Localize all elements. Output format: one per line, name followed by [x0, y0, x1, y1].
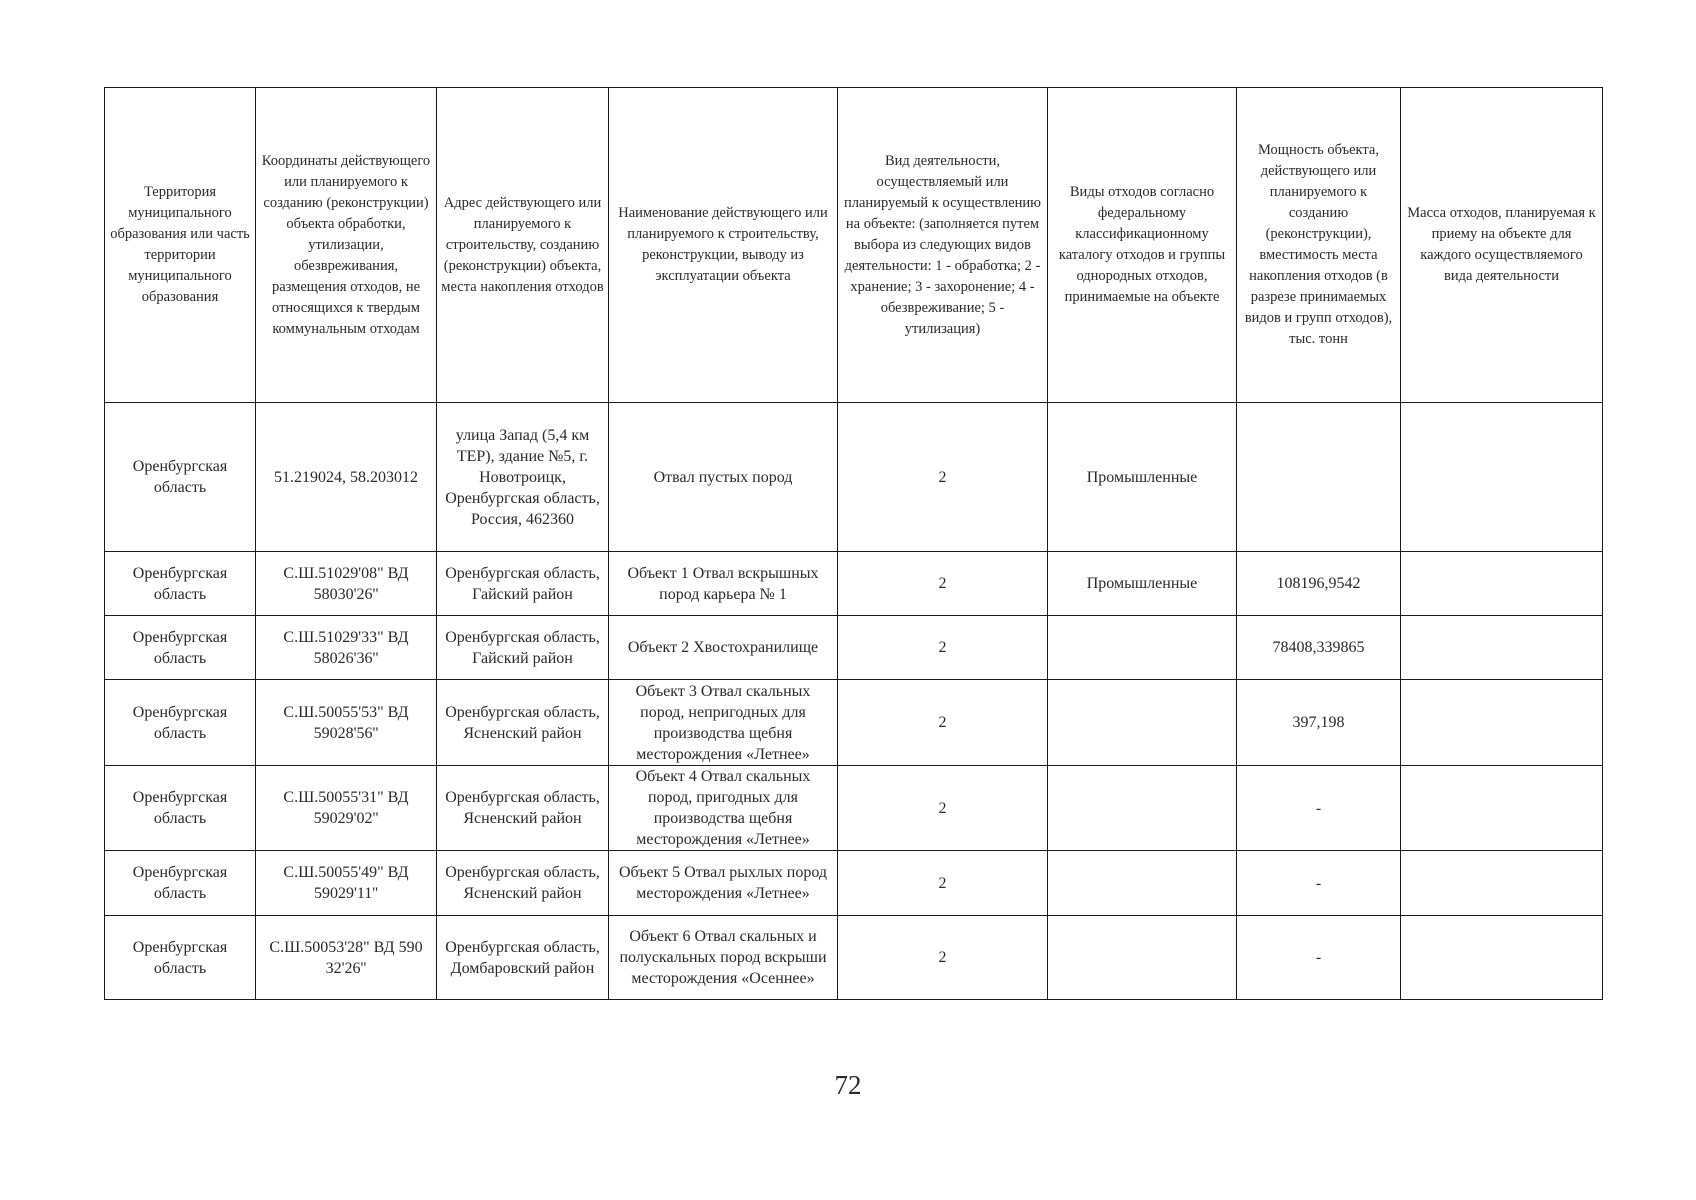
cell-capacity: 78408,339865	[1237, 616, 1401, 680]
header-waste-types: Виды отходов согласно федеральному классификационному каталогу отходов и группы однородных отходов, принимаемые на объекте	[1048, 88, 1237, 403]
cell-activity-type: 2	[838, 616, 1048, 680]
cell-waste-types	[1048, 766, 1237, 851]
cell-activity-type: 2	[838, 916, 1048, 1000]
cell-capacity	[1237, 403, 1401, 552]
cell-address: Оренбургская область, Ясненский район	[437, 766, 609, 851]
cell-capacity: 108196,9542	[1237, 552, 1401, 616]
cell-coordinates: С.Ш.50053'28" ВД 590 32'26''	[256, 916, 437, 1000]
waste-facilities-table	[104, 87, 1603, 1000]
table-header-row	[105, 88, 1603, 403]
cell-object-name: Объект 4 Отвал скальных пород, пригодных для производства щебня месторождения «Летнее»	[609, 766, 838, 851]
header-coordinates: Координаты действующего или планируемого к созданию (реконструкции) объекта обработки, утилизации, обезвреживания, размещения отходов, не относящихся к твердым коммунальным отходам	[256, 88, 437, 403]
cell-activity-type: 2	[838, 552, 1048, 616]
cell-waste-types	[1048, 616, 1237, 680]
cell-waste-mass	[1401, 851, 1603, 916]
table-row	[105, 916, 1603, 1000]
cell-activity-type: 2	[838, 851, 1048, 916]
cell-waste-mass	[1401, 616, 1603, 680]
cell-activity-type: 2	[838, 766, 1048, 851]
header-object-name: Наименование действующего или планируемого к строительству, реконструкции, выводу из эксплуатации объекта	[609, 88, 838, 403]
cell-coordinates: С.Ш.51029'08" ВД 58030'26''	[256, 552, 437, 616]
table-row	[105, 766, 1603, 851]
cell-waste-types	[1048, 680, 1237, 766]
cell-territory: Оренбургская область	[105, 616, 256, 680]
cell-address: Оренбургская область, Ясненский район	[437, 680, 609, 766]
cell-address: Оренбургская область, Домбаровский район	[437, 916, 609, 1000]
table-row	[105, 552, 1603, 616]
cell-waste-mass	[1401, 916, 1603, 1000]
cell-object-name: Объект 1 Отвал вскрышных пород карьера № 1	[609, 552, 838, 616]
cell-object-name: Объект 2 Хвостохранилище	[609, 616, 838, 680]
cell-territory: Оренбургская область	[105, 851, 256, 916]
page-number: 72	[834, 1070, 862, 1100]
cell-coordinates: С.Ш.50055'49" ВД 59029'11''	[256, 851, 437, 916]
header-waste-mass: Масса отходов, планируемая к приему на объекте для каждого осуществляемого вида деятельности	[1401, 88, 1603, 403]
cell-capacity: -	[1237, 916, 1401, 1000]
cell-coordinates: С.Ш.50055'31" ВД 59029'02''	[256, 766, 437, 851]
cell-waste-mass	[1401, 766, 1603, 851]
cell-capacity: 397,198	[1237, 680, 1401, 766]
cell-capacity: -	[1237, 766, 1401, 851]
table-row	[105, 680, 1603, 766]
table-row	[105, 851, 1603, 916]
cell-waste-mass	[1401, 680, 1603, 766]
cell-territory: Оренбургская область	[105, 552, 256, 616]
cell-territory: Оренбургская область	[105, 766, 256, 851]
cell-waste-mass	[1401, 403, 1603, 552]
cell-object-name: Объект 5 Отвал рыхлых пород месторождения «Летнее»	[609, 851, 838, 916]
header-activity-type: Вид деятельности, осуществляемый или планируемый к осуществлению на объекте: (заполняется путем выбора из следующих видов деятельности: 1 - обработка; 2 - хранение; 3 - захоронение; 4 - обезвреживание; 5 - утилизация)	[838, 88, 1048, 403]
header-address: Адрес действующего или планируемого к строительству, созданию (реконструкции) объекта, места накопления отходов	[437, 88, 609, 403]
cell-coordinates: С.Ш.50055'53" ВД 59028'56''	[256, 680, 437, 766]
cell-capacity: -	[1237, 851, 1401, 916]
cell-address: Оренбургская область, Гайский район	[437, 552, 609, 616]
cell-object-name: Объект 6 Отвал скальных и полускальных пород вскрыши месторождения «Осеннее»	[609, 916, 838, 1000]
header-capacity: Мощность объекта, действующего или планируемого к созданию (реконструкции), вместимость места накопления отходов (в разрезе принимаемых видов и групп отходов), тыс. тонн	[1237, 88, 1401, 403]
cell-waste-types: Промышленные	[1048, 403, 1237, 552]
cell-coordinates: 51.219024, 58.203012	[256, 403, 437, 552]
cell-address: Оренбургская область, Гайский район	[437, 616, 609, 680]
cell-waste-types: Промышленные	[1048, 552, 1237, 616]
cell-territory: Оренбургская область	[105, 916, 256, 1000]
cell-territory: Оренбургская область	[105, 403, 256, 552]
cell-address: Оренбургская область, Ясненский район	[437, 851, 609, 916]
table-row	[105, 403, 1603, 552]
header-territory: Территория муниципального образования или часть территории муниципального образования	[105, 88, 256, 403]
cell-object-name: Отвал пустых пород	[609, 403, 838, 552]
cell-object-name: Объект 3 Отвал скальных пород, непригодных для производства щебня месторождения «Летнее»	[609, 680, 838, 766]
cell-waste-types	[1048, 851, 1237, 916]
cell-activity-type: 2	[838, 403, 1048, 552]
cell-waste-mass	[1401, 552, 1603, 616]
cell-coordinates: С.Ш.51029'33" ВД 58026'36''	[256, 616, 437, 680]
cell-territory: Оренбургская область	[105, 680, 256, 766]
cell-address: улица Запад (5,4 км ТЕР), здание №5, г. Новотроицк, Оренбургская область, Россия, 462360	[437, 403, 609, 552]
cell-waste-types	[1048, 916, 1237, 1000]
table-row	[105, 616, 1603, 680]
cell-activity-type: 2	[838, 680, 1048, 766]
